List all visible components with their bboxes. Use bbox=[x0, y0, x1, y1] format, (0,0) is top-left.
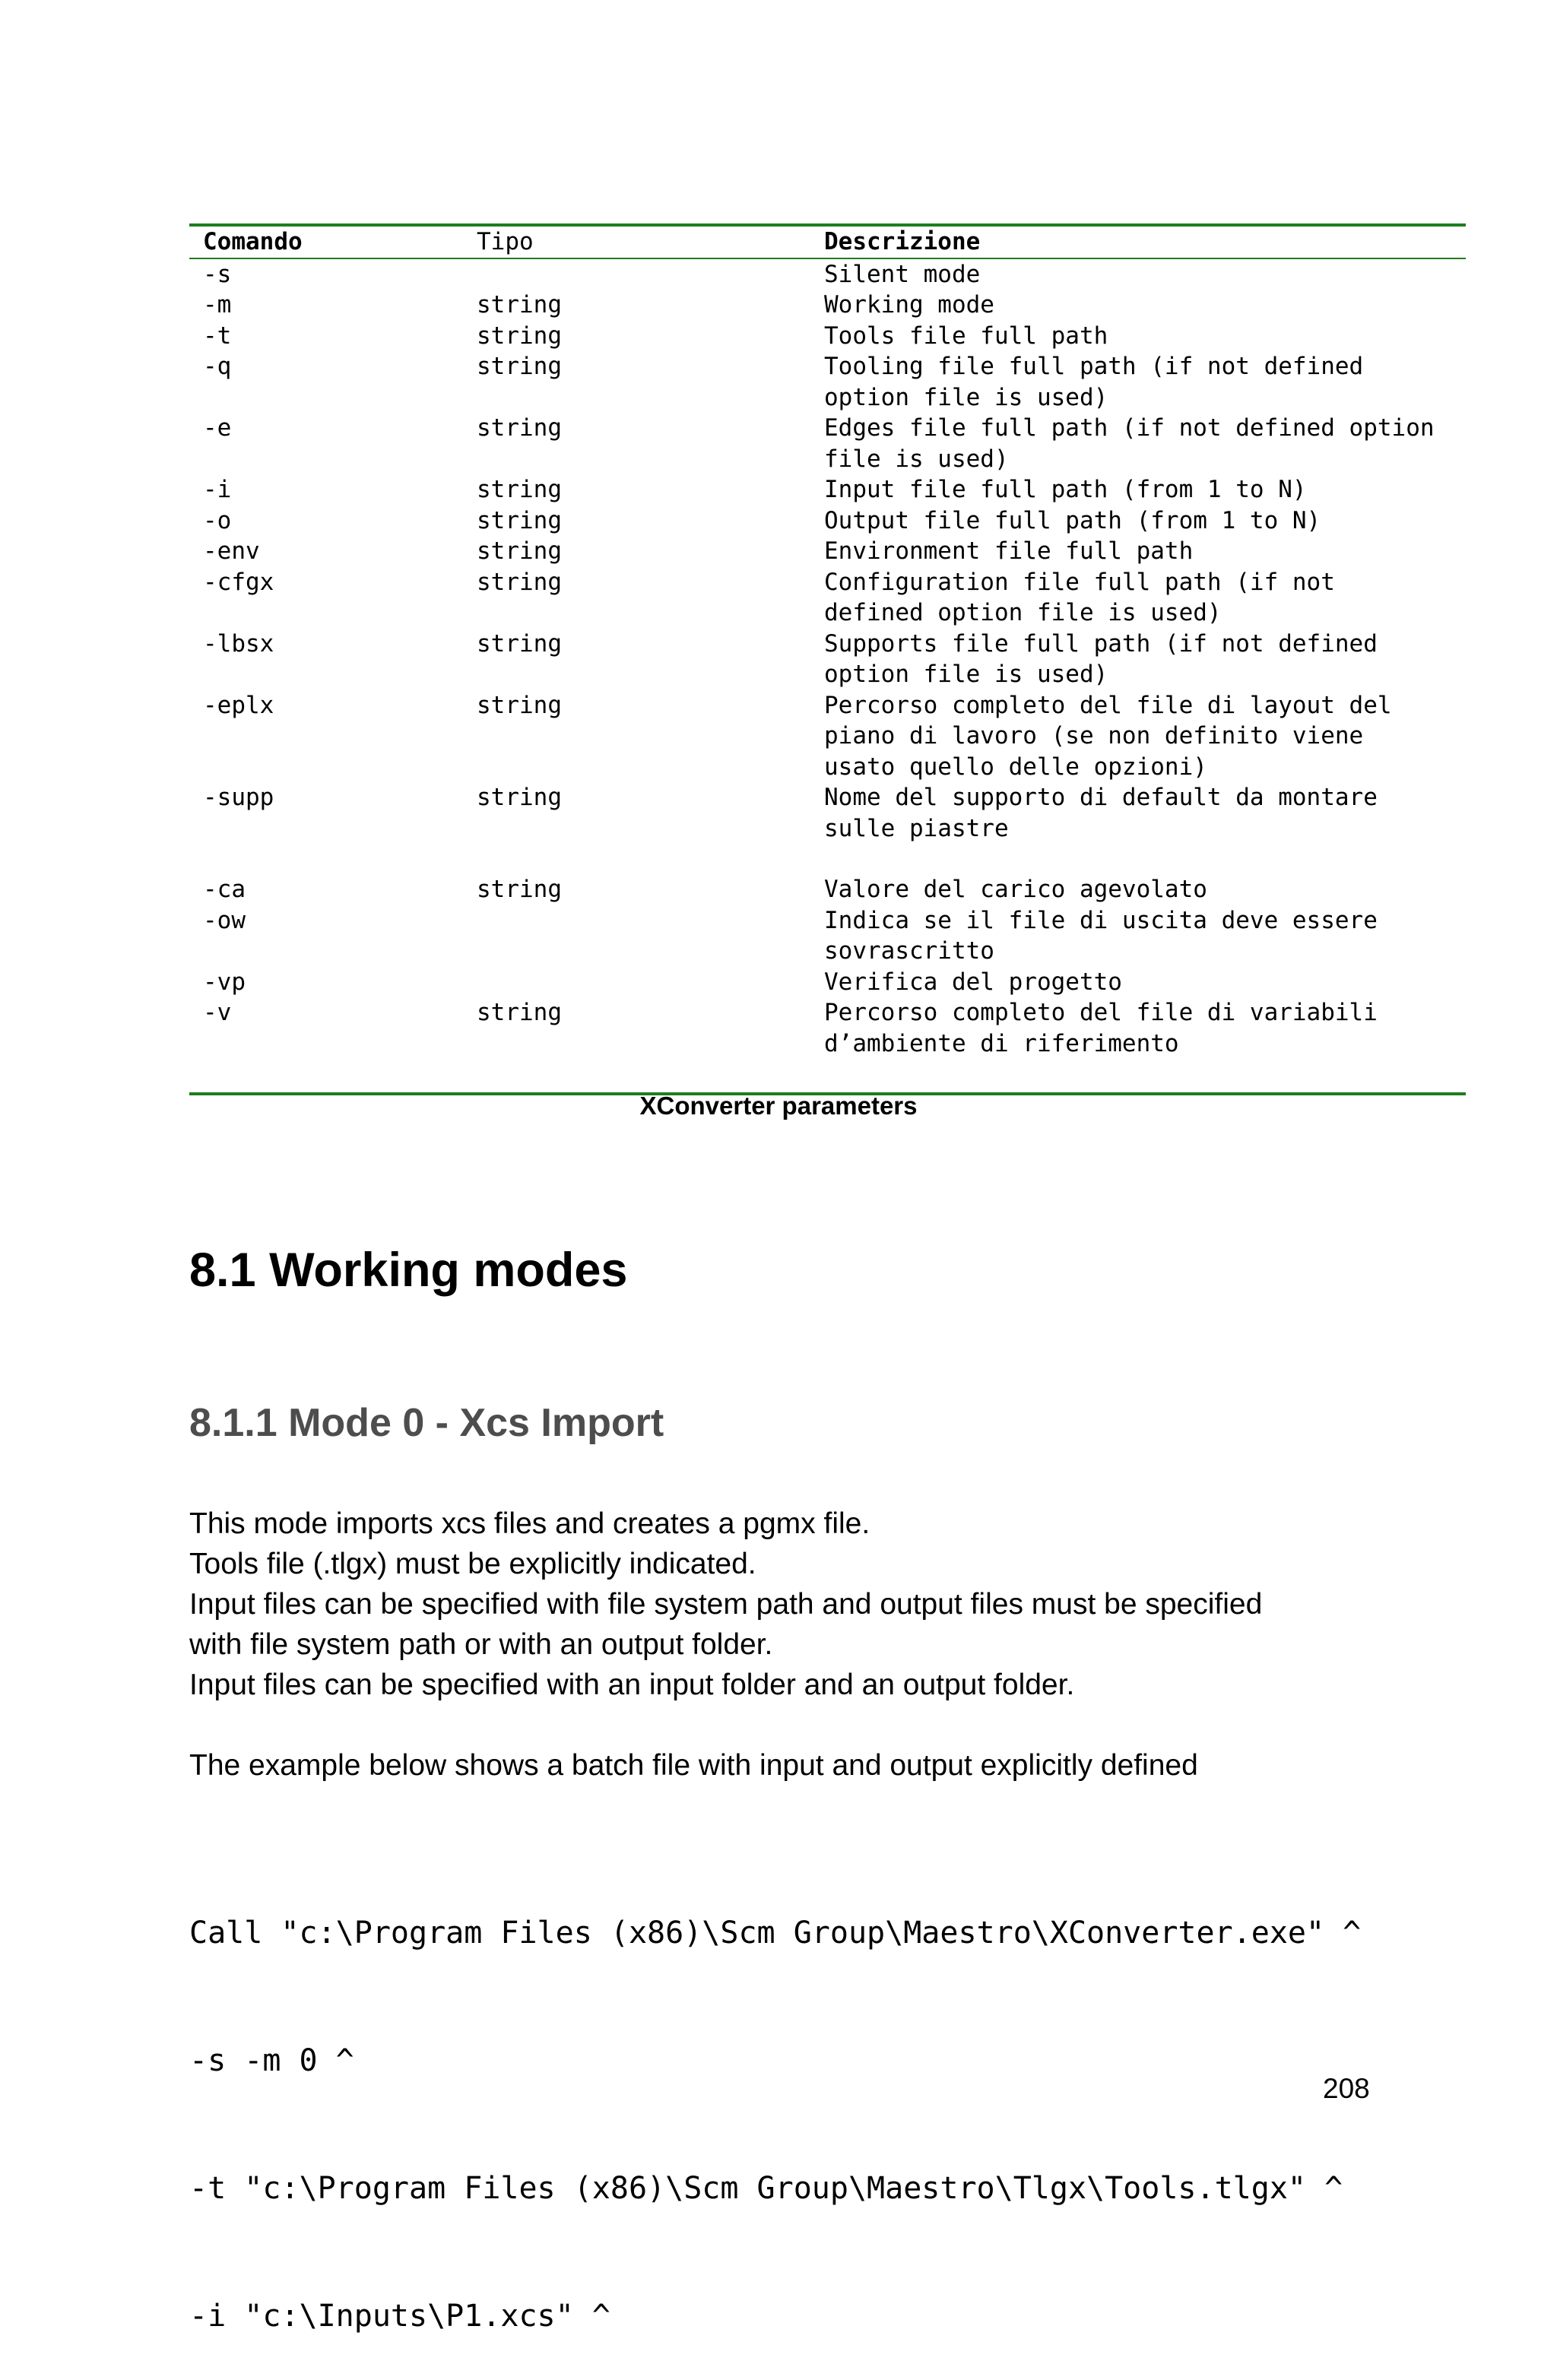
table-row bbox=[189, 258, 1466, 290]
code-line: -s -m 0 ^ bbox=[189, 2043, 354, 2078]
cell-type bbox=[463, 967, 810, 998]
table-row bbox=[189, 905, 1466, 967]
cell-description bbox=[810, 629, 1466, 690]
description-line: Percorso completo del file di layout del bbox=[824, 691, 1392, 719]
cell-command: -i bbox=[203, 476, 232, 503]
description-line: usato quello delle opzioni) bbox=[824, 753, 1207, 781]
description-line: Configuration file full path (if not bbox=[824, 568, 1335, 596]
description-line: Nome del supporto di default da montare bbox=[824, 784, 1378, 811]
cell-type: string bbox=[477, 784, 562, 811]
table-row bbox=[189, 505, 1466, 537]
table-row bbox=[189, 474, 1466, 505]
cell-command: -eplx bbox=[203, 691, 274, 719]
description-line: Indica se il file di uscita deve essere bbox=[824, 906, 1378, 934]
cell-description bbox=[810, 567, 1466, 629]
paragraph-line: Input files can be specified with an input folder and an output folder. bbox=[189, 1669, 1075, 1701]
paragraph-line: The example below shows a batch file with input and output explicitly defined bbox=[189, 1749, 1198, 1782]
paragraph-line: This mode imports xcs files and creates a pgmx file. bbox=[189, 1507, 870, 1540]
cell-type: string bbox=[477, 999, 562, 1026]
cell-command: -cfgx bbox=[203, 568, 274, 596]
description-line: sovrascritto bbox=[824, 937, 994, 965]
paragraph-line: Tools file (.tlgx) must be explicitly indicated. bbox=[189, 1548, 756, 1580]
cell-command: -env bbox=[203, 537, 260, 565]
cell-type: string bbox=[477, 291, 562, 318]
cell-command: -s bbox=[203, 260, 232, 288]
cell-description: Silent mode bbox=[824, 260, 981, 288]
cell-description bbox=[810, 413, 1466, 474]
table-header-row bbox=[189, 225, 1466, 258]
cell-command: -v bbox=[203, 999, 232, 1026]
cell-type: string bbox=[477, 506, 562, 534]
cell-command: -ow bbox=[203, 906, 246, 934]
description-line: option file is used) bbox=[824, 661, 1108, 688]
cell-type bbox=[463, 905, 810, 967]
table-row bbox=[189, 567, 1466, 629]
table-row bbox=[189, 351, 1466, 413]
cell-description bbox=[810, 905, 1466, 967]
parameters-table bbox=[189, 223, 1466, 1095]
table-caption: XConverter parameters bbox=[639, 1092, 918, 1120]
section-heading: 8.1 Working modes bbox=[189, 1244, 628, 1297]
table-row bbox=[189, 997, 1466, 1094]
description-line: Tooling file full path (if not defined bbox=[824, 353, 1364, 380]
header-type: Tipo bbox=[463, 225, 810, 258]
cell-command: -ca bbox=[203, 876, 246, 903]
cell-description: Tools file full path bbox=[824, 322, 1108, 350]
description-line: defined option file is used) bbox=[824, 599, 1222, 626]
cell-description: Valore del carico agevolato bbox=[824, 876, 1207, 903]
description-line: d’ambiente di riferimento bbox=[824, 1029, 1179, 1057]
cell-command: -t bbox=[203, 322, 232, 350]
cell-command: -q bbox=[203, 353, 232, 380]
table-row bbox=[189, 782, 1466, 844]
table-row bbox=[189, 629, 1466, 690]
cell-description: Output file full path (from 1 to N) bbox=[824, 506, 1321, 534]
code-line: Call "c:\Program Files (x86)\Scm Group\Maestro\XConverter.exe" ^ bbox=[189, 1916, 1362, 1951]
cell-type: string bbox=[477, 322, 562, 350]
header-description: Descrizione bbox=[810, 225, 1466, 258]
code-line: -i "c:\Inputs\P1.xcs" ^ bbox=[189, 2299, 610, 2334]
description-line: Percorso completo del file di variabili bbox=[824, 999, 1378, 1026]
cell-description bbox=[810, 782, 1466, 844]
cell-type: string bbox=[477, 629, 562, 658]
cell-description: Environment file full path bbox=[824, 537, 1194, 565]
paragraph-line: with file system path or with an output folder. bbox=[189, 1628, 773, 1661]
description-line: sulle piastre bbox=[824, 814, 1009, 842]
cell-type: string bbox=[477, 691, 562, 719]
cell-command: -supp bbox=[203, 784, 274, 811]
cell-description bbox=[810, 997, 1466, 1094]
table-row bbox=[189, 690, 1466, 783]
table-row bbox=[189, 290, 1466, 321]
cell-type: string bbox=[477, 537, 562, 565]
cell-description bbox=[810, 690, 1466, 783]
page-number: 208 bbox=[1323, 2073, 1370, 2104]
table-row bbox=[189, 536, 1466, 567]
cell-description: Verifica del progetto bbox=[824, 968, 1122, 996]
cell-type: string bbox=[477, 876, 562, 903]
code-block bbox=[189, 1827, 1361, 2380]
cell-description: Input file full path (from 1 to N) bbox=[824, 476, 1307, 503]
table-row bbox=[189, 413, 1466, 474]
subsection-heading: 8.1.1 Mode 0 - Xcs Import bbox=[189, 1401, 664, 1445]
cell-description bbox=[810, 351, 1466, 413]
header-command: Comando bbox=[189, 225, 463, 258]
cell-type: string bbox=[477, 568, 562, 596]
code-line: -t "c:\Program Files (x86)\Scm Group\Maestro\Tlgx\Tools.tlgx" ^ bbox=[189, 2171, 1343, 2206]
body-text bbox=[189, 1504, 1262, 1786]
table-row bbox=[189, 967, 1466, 998]
cell-type bbox=[463, 258, 810, 290]
cell-type: string bbox=[477, 414, 562, 442]
table-row bbox=[189, 874, 1466, 905]
description-line: file is used) bbox=[824, 445, 1009, 473]
cell-description: Working mode bbox=[824, 291, 994, 318]
cell-command: -vp bbox=[203, 968, 246, 996]
cell-command: -m bbox=[203, 291, 232, 318]
cell-command: -o bbox=[203, 506, 232, 534]
description-line: option file is used) bbox=[824, 383, 1108, 411]
description-line: Supports file full path (if not defined bbox=[824, 629, 1378, 658]
cell-type: string bbox=[477, 353, 562, 380]
table-spacer-row bbox=[189, 844, 1466, 874]
cell-command: -e bbox=[203, 414, 232, 442]
description-line: Edges file full path (if not defined option bbox=[824, 414, 1435, 442]
table-row bbox=[189, 321, 1466, 352]
description-line: piano di lavoro (se non definito viene bbox=[824, 722, 1364, 749]
paragraph-line: Input files can be specified with file system path and output files must be specified bbox=[189, 1588, 1263, 1621]
cell-type: string bbox=[477, 476, 562, 503]
cell-command: -lbsx bbox=[203, 629, 274, 658]
